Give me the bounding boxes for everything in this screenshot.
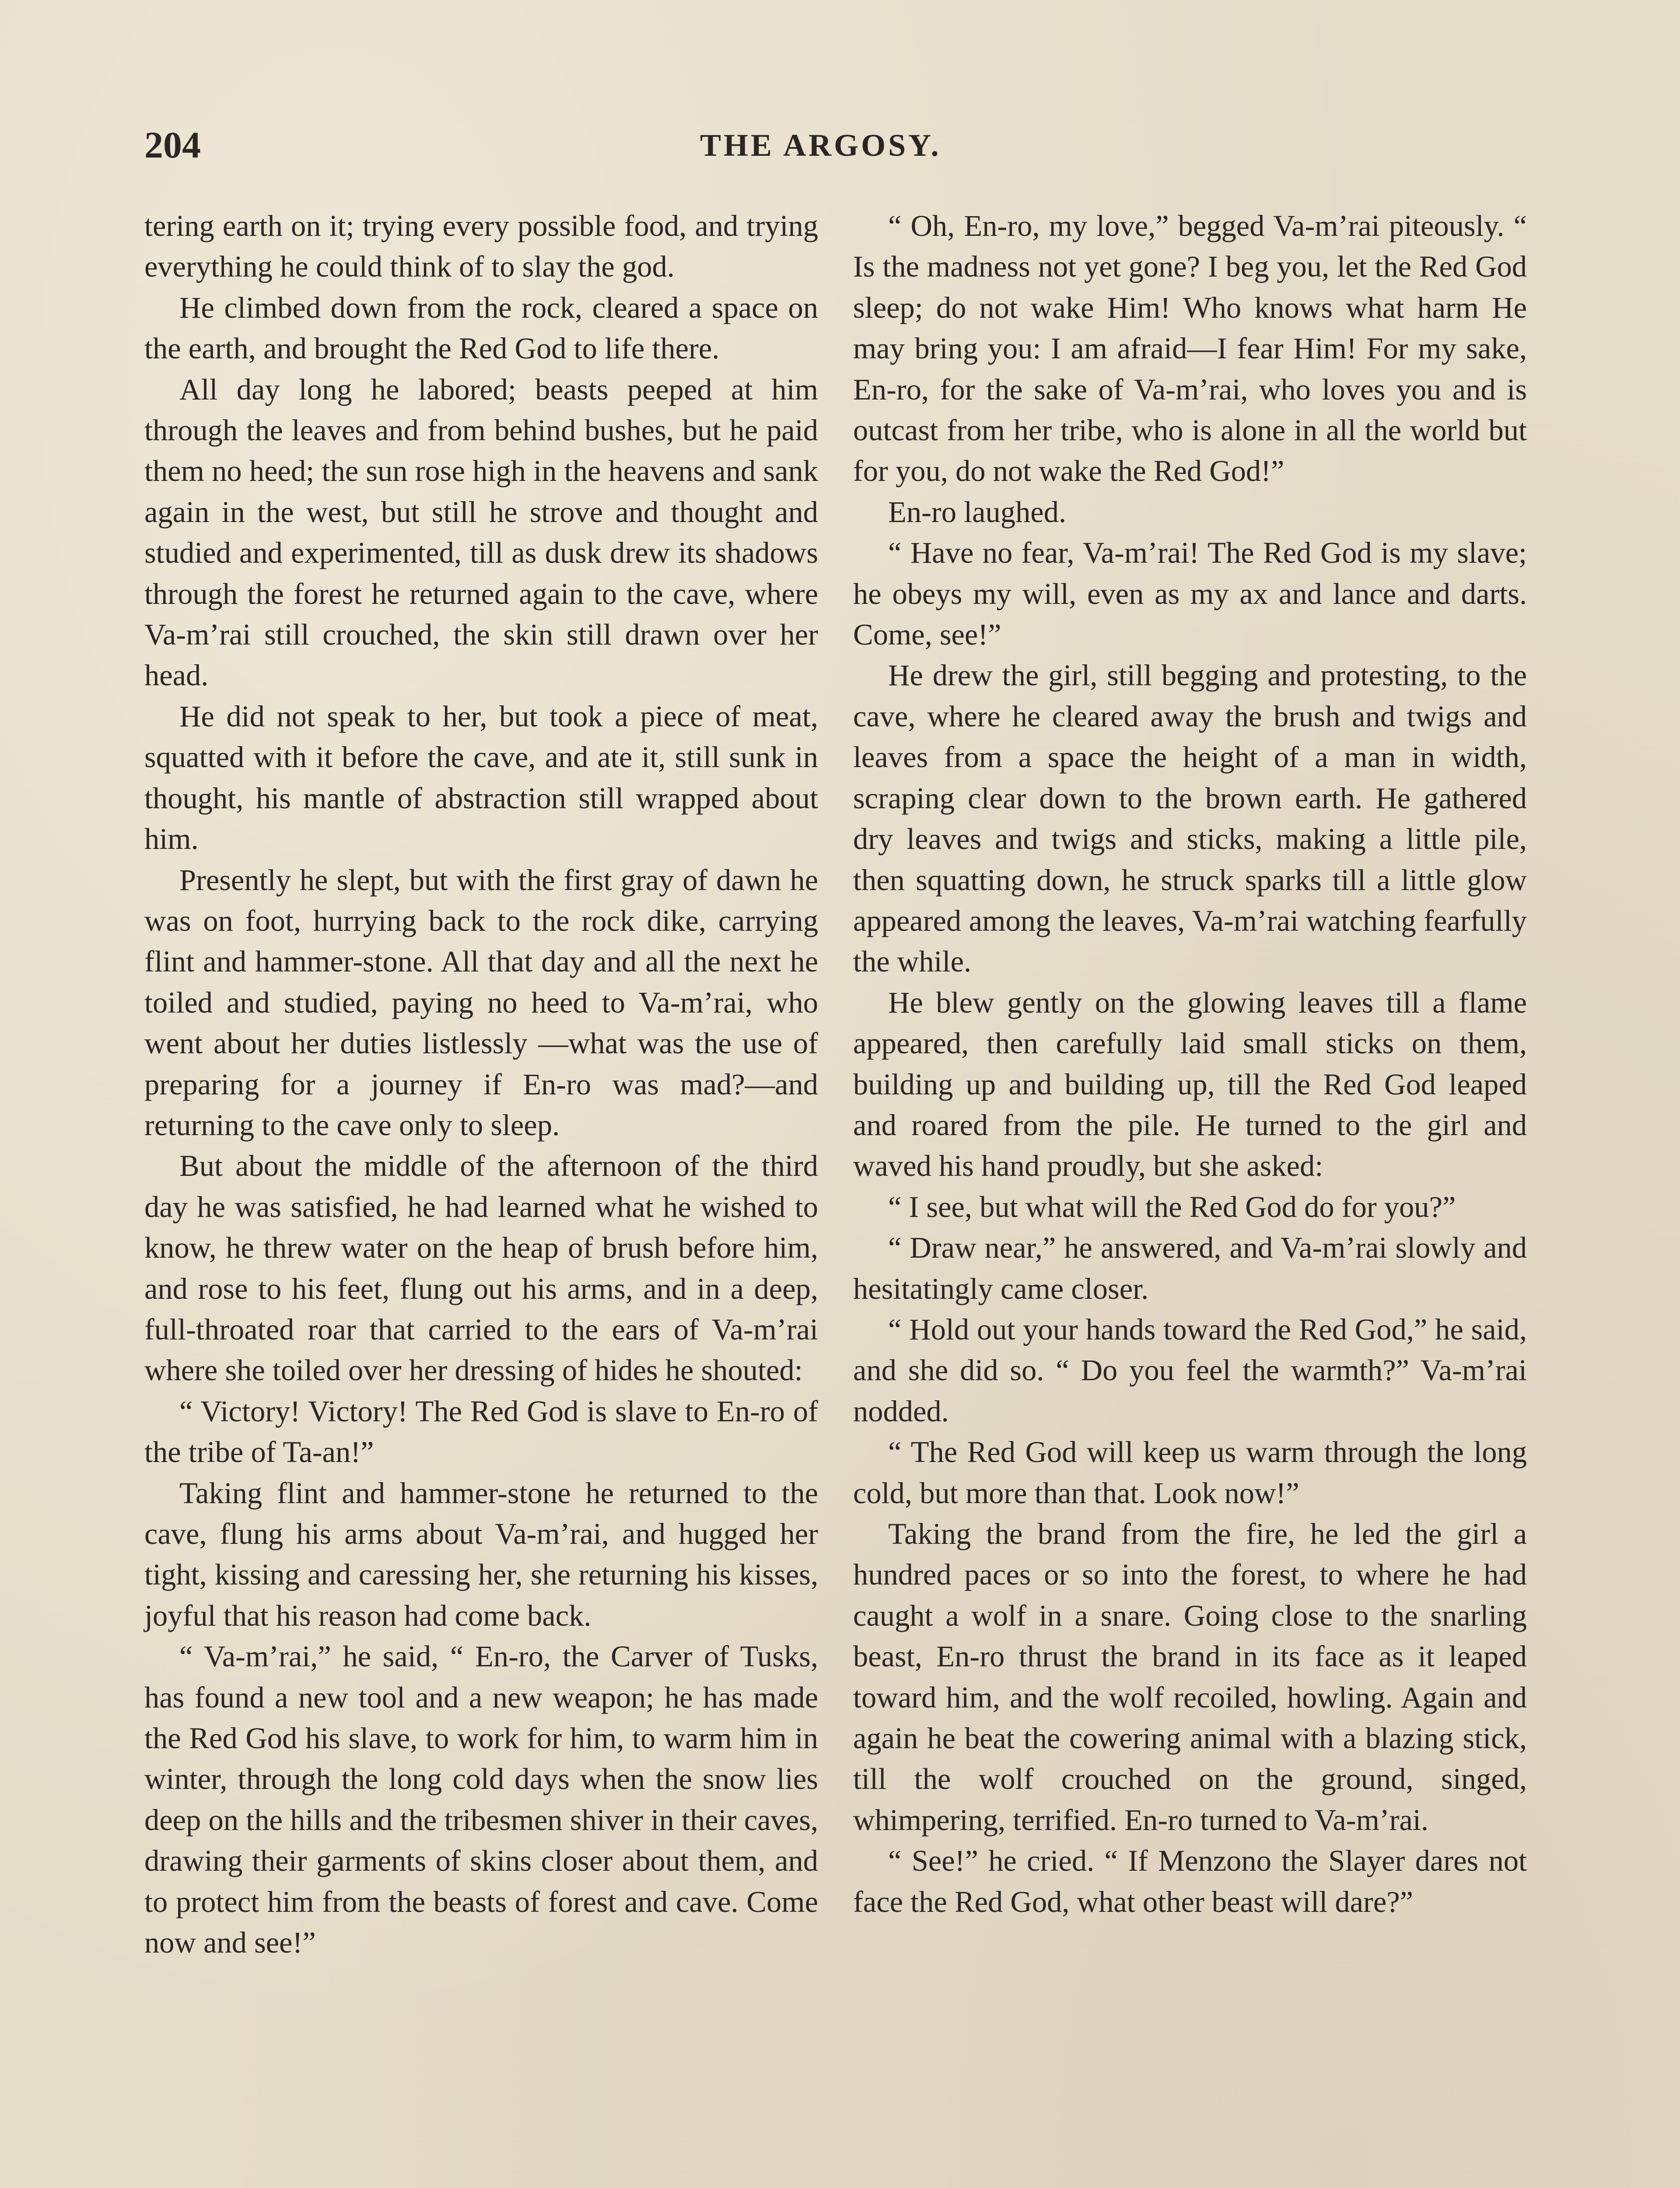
paragraph: Presently he slept, but with the first gray of dawn he was on foot, hurrying back to the rock dike, carrying flint and hammer-stone. All that day and all the next he toiled and studied, paying no heed to Va-m’rai, who went about her duties listlessly —what was the use of preparing for a journey if En-ro was mad?—and returning to the cave only to sleep. bbox=[144, 863, 818, 1142]
paragraph: But about the middle of the afternoon of the third day he was satisfied, he had learned what he wished to know, he threw water on the heap of brush before him, and rose to his feet, flung out his arms, and in a deep, full-throated roar that carried to the ears of Va-m’rai where she toiled over her dressing of hides he shouted: bbox=[144, 1149, 818, 1387]
paragraph: Taking the brand from the fire, he led the girl a hundred paces or so into the forest, to where he had caught a wolf in a snare. Going close to the snarling beast, En-ro thrust the brand in its face as it leaped toward him, and the wolf recoiled, howling. Again and again he beat the cowering animal with a blazing stick, till the wolf crouched on the ground, singed, whimpering, terrified. En-ro turned to Va-m’rai. bbox=[853, 1517, 1527, 1837]
paragraph: He drew the girl, still begging and protesting, to the cave, where he cleared away the brush and twigs and leaves from a space the height of a man in width, scraping clear down to the brown earth. He gathered dry leaves and twigs and sticks, making a little pile, then squatting down, he struck sparks till a little glow appeared among the leaves, Va-m’rai watching fearfully the while. bbox=[853, 659, 1527, 978]
paragraph: “ See!” he cried. “ If Menzono the Slayer dares not face the Red God, what other beast will dare?” bbox=[853, 1844, 1527, 1918]
paragraph: “ Have no fear, Va-m’rai! The Red God is my slave; he obeys my will, even as my ax and lance and darts. Come, see!” bbox=[853, 536, 1527, 652]
left-column bbox=[144, 206, 818, 1963]
paragraph: En-ro laughed. bbox=[888, 495, 1067, 529]
paragraph: “ Va-m’rai,” he said, “ En-ro, the Carver of Tusks, has found a new tool and a new weapon; he has made the Red God his slave, to work for him, to warm him in winter, through the long cold days when the snow lies deep on the hills and the tribesmen shiver in their caves, drawing their garments of skins closer about them, and to protect him from the beasts of forest and cave. Come now and see!” bbox=[144, 1640, 818, 1960]
paragraph: “ Oh, En-ro, my love,” begged Va-m’rai piteously. “ Is the madness not yet gone? I beg you, let the Red God sleep; do not wake Him! Who knows what harm He may bring you: I am afraid—I fear Him! For my sake, En-ro, for the sake of Va-m’rai, who loves you and is outcast from her tribe, who is alone in all the world but for you, do not wake the Red God!” bbox=[853, 209, 1527, 488]
paragraph: “ Hold out your hands toward the Red God,” he said, and she did so. “ Do you feel the warmth?” Va-m’rai nodded. bbox=[853, 1312, 1527, 1428]
paragraph: “ The Red God will keep us warm through the long cold, but more than that. Look now!” bbox=[853, 1435, 1527, 1510]
paragraph: Taking flint and hammer-stone he returned to the cave, flung his arms about Va-m’rai, and hugged her tight, kissing and caressing her, she returning his kisses, joyful that his reason had come back. bbox=[144, 1476, 818, 1632]
paragraph: “ Draw near,” he answered, and Va-m’rai slowly and hesitatingly came closer. bbox=[853, 1231, 1527, 1305]
right-column bbox=[853, 206, 1527, 1922]
paragraph: He climbed down from the rock, cleared a space on the earth, and brought the Red God to life there. bbox=[144, 291, 818, 365]
paragraph: “ Victory! Victory! The Red God is slave to En-ro of the tribe of Ta-an!” bbox=[144, 1394, 818, 1469]
paragraph: He blew gently on the glowing leaves till a flame appeared, then carefully laid small sticks on them, building up and building up, till the Red God leaped and roared from the pile. He turned to the girl and waved his hand proudly, but she asked: bbox=[853, 985, 1527, 1183]
paragraph: He did not speak to her, but took a piece of meat, squatted with it before the cave, and ate it, still sunk in thought, his mantle of abstraction still wrapped about him. bbox=[144, 699, 818, 856]
page-number: 204 bbox=[144, 124, 201, 166]
page-header bbox=[144, 126, 1527, 183]
paragraph: All day long he labored; beasts peeped at him through the leaves and from behind bushes, but he paid them no heed; the sun rose high in the heavens and sank again in the west, but still he strove and thought and studied and experimented, till as dusk drew its shadows through the forest he returned again to the cave, where Va-m’rai still crouched, the skin still drawn over her head. bbox=[144, 372, 818, 692]
paragraph: tering earth on it; trying every possible food, and trying everything he could think of to slay the god. bbox=[144, 209, 818, 284]
running-title: THE ARGOSY. bbox=[700, 128, 942, 163]
paragraph: “ I see, but what will the Red God do for you?” bbox=[888, 1190, 1456, 1224]
